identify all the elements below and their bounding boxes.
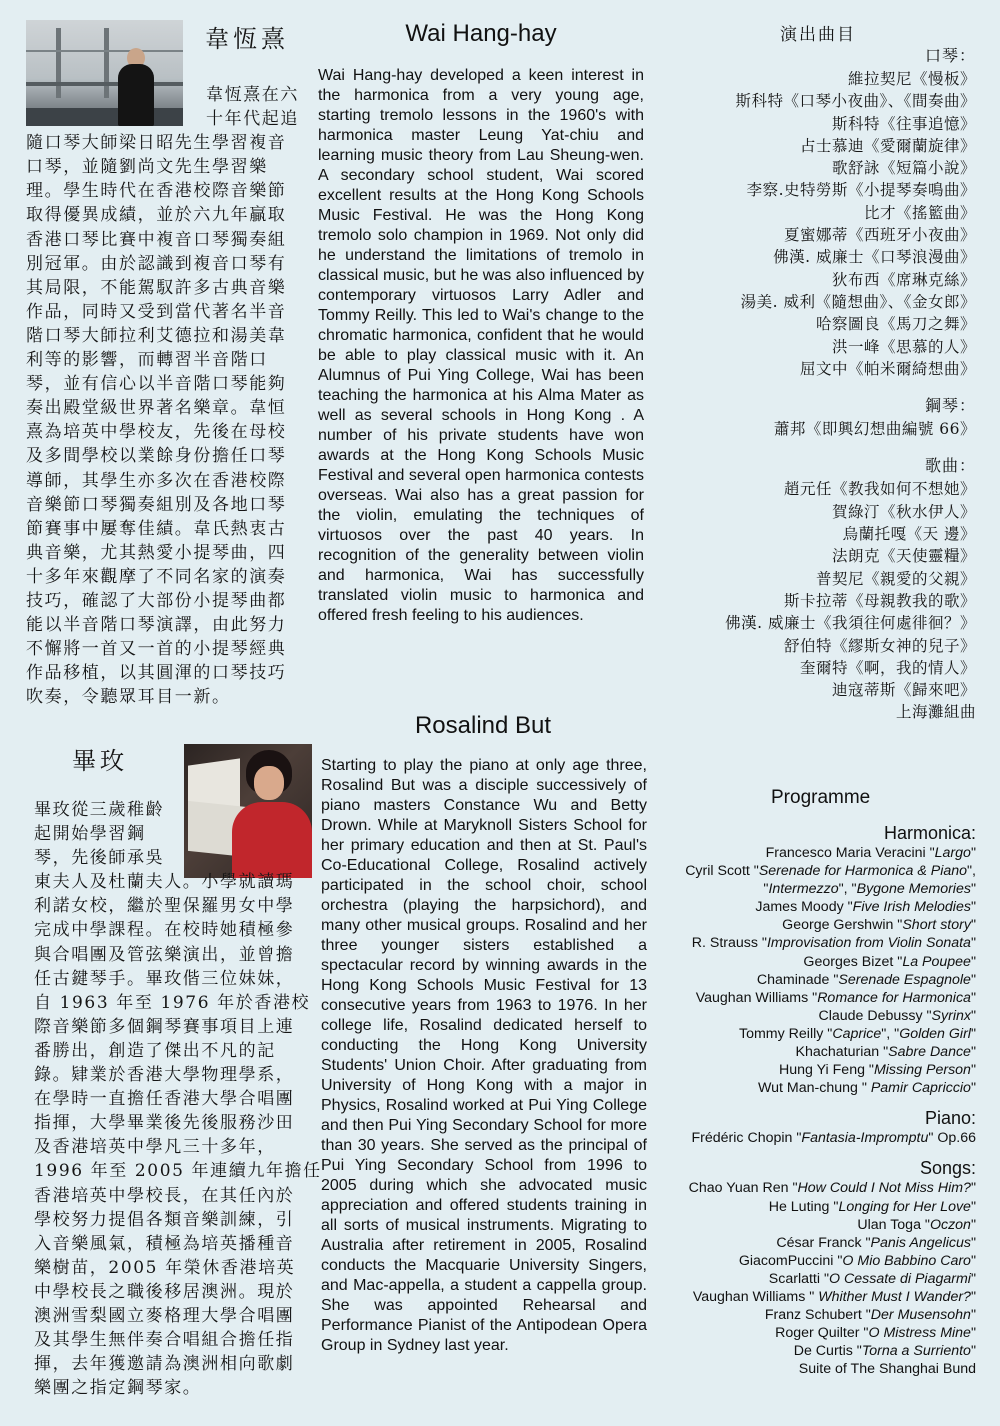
bio-line: 澳洲雪梨國立麥格理大學合唱團 [34,1305,295,1326]
programme-zh-item: 斯卡拉蒂《母親教我的歌》 [783,591,976,610]
programme-en-item [685,1007,976,1025]
programme-text: " [970,1198,976,1215]
programme-text: " [970,1307,976,1324]
bio-line: 十年代起追 [206,109,299,130]
programme-text: " [970,845,976,861]
bio-line: 學校努力提倡各類音樂訓練，引 [34,1209,295,1230]
bio-line: 作品移植，以其圓渾的口琴技巧 [26,663,287,684]
bio-line: 導師，其學生亦多次在香港校際 [26,470,287,491]
programme-text: " [970,953,976,970]
programme-zh-item: 上海灘組曲 [895,703,976,722]
bio-line: 與合唱團及管弦樂演出，並曾擔 [34,944,295,965]
programme-text: Khachaturian " [795,1044,889,1061]
programme-en-item [685,1079,976,1097]
programme-zh-item: 占士慕迪《愛爾蘭旋律》 [799,136,976,155]
programme-work-title: O Mistress Mine [868,1325,971,1342]
bio-line: 香港培英中學校長，在其任內於 [34,1185,295,1206]
programme-work-title: Syrinx [931,1007,971,1024]
programme-zh-item: 洪一峰《思慕的人》 [831,337,976,356]
programme-en-item [685,1342,976,1360]
programme-work-title: O Cessate di Piagarmi [829,1270,971,1287]
programme-work-title: Bygone Memories [856,881,971,898]
programme-text: Chao Yuan Ren " [688,1180,798,1197]
bio-line: 際音樂節多個鋼琴賽事項目上連 [34,1016,295,1037]
programme-work-title: Intermezzo [768,881,839,898]
bio-line: 理。學生時代在香港校際音樂節 [26,181,287,202]
programme-text: " [970,935,976,952]
programme-zh-item: 狄布西《席琳克絲》 [831,270,976,289]
bio-line: 利等的影響，而轉習半音階口 [26,350,268,371]
programme-en-item [685,1252,976,1270]
programme-work-title: Der Musensohn [870,1307,971,1324]
bio-line: 典音樂，尤其熱愛小提琴曲，四 [26,542,287,563]
bio-line: 奏出殿堂級世界著名樂章。韋恒 [26,398,287,419]
programme-work-title: Panis Angelicus [870,1234,971,1251]
programme-text: " [970,881,976,898]
programme-zh-section-heading: 鋼琴： [924,396,976,416]
programme-en-item [685,844,976,862]
programme-text: Chaminade " [756,971,839,988]
programme-en-item [685,971,976,989]
programme-text: " [763,881,769,898]
bio-line: 及其學生無伴奏合唱組合擔任指 [34,1330,295,1351]
programme-work-title: Whither Must I Wander? [818,1288,971,1305]
bio-line: 東夫人及杜蘭夫人。小學就讀瑪 [34,872,295,893]
but-name-zh: 畢玫 [72,747,128,775]
bio-line: 不懈將一首又一首的小提琴經典 [26,639,287,660]
programme-en-item [685,1129,976,1147]
programme-text: " [970,1025,976,1042]
bio-line: 作品，同時又受到當代著名半音 [26,301,287,322]
bio-line: 韋恆熹在六 [206,85,299,105]
bio-line: 吹奏，令聽眾耳目一新。 [26,687,231,708]
programme-text: Franz Schubert " [764,1307,871,1324]
but-bio-zh [34,798,322,1400]
bio-line: 樂樹苗，2005 年榮休香港培英 [34,1257,296,1278]
programme-text: " Op.66 [928,1130,976,1147]
programme-text: " [970,1288,976,1305]
programme-text: R. Strauss " [691,935,767,952]
programme-text: Hung Yi Feng " [779,1062,874,1079]
bio-line: 口琴，並隨劉尚文先生學習樂 [26,157,268,178]
programme-en-item [685,1025,976,1043]
programme-work-title: O Mio Babbino Caro [842,1252,971,1269]
bio-line: 番勝出，創造了傑出不凡的記 [34,1040,276,1061]
programme-work-title: Sabre Dance [888,1044,971,1061]
programme-text: ", " [838,881,857,898]
programme-text: Suite of The Shanghai Bund [798,1361,976,1378]
programme-en-item [685,1288,976,1306]
programme-zh-item: 蕭邦《即興幻想曲編號 66》 [773,420,976,439]
bio-line: 自 1963 年至 1976 年於香港校 [34,992,311,1013]
bio-line: 指揮，大學畢業後先後服務沙田 [34,1113,295,1134]
programme-en-item [685,1360,976,1378]
bio-line: 錄。肄業於香港大學物理學系， [34,1065,295,1086]
bio-line: 隨口琴大師梁日昭先生學習複音 [26,133,287,154]
programme-text: James Moody " [755,899,853,916]
but-bio-en: Starting to play the piano at only age three, Rosalind But was a disciple successively of piano masters Constance Wu and Betty Drown. While at Maryknoll Sisters School for her primary education and then at St. Paul's Co-Educational College, Rosalind actively participated in the school choir, school orchestra (playing the harpsichord), and many other musical groups. Rosalind and her three younger sisters established a spectacular record by winning awards in the Hong Kong Schools Music Festival for 13 consecutive years from 1963 to 1976. In her college life, Rosalind dedicated herself to conducting the Hong Kong University Students' Union Choir. After graduating from University of Hong Kong with a major in Physics, Rosalind worked at Pui Ying College and then Pui Ying Secondary School for more than 30 years. She served as the principal of Pui Ying Secondary School from 1996 to 2005 during which she advocated music appreciation and offered students training in all sorts of musical instruments. Migrating to Australia after retirement in 2005, Rosalind conducts the Macquarie University Singers, and Mac-appella, a student a cappella group. She was appointed Rehearsal and Performance Pianist of the Antipodean Opera Group in Sydney last year. [321,757,647,1354]
bio-line: 入音樂風氣，積極為培英播種音 [34,1233,295,1254]
bio-line: 節賽事中屢奪佳績。韋氏熱衷古 [26,518,287,539]
programme-work-title: Romance for Harmonica [817,989,971,1006]
programme-work-title: Serenade Espagnole [838,971,971,988]
programme-zh-item: 趙元任《教我如何不想她》 [783,480,976,499]
programme-work-title: Oczon [929,1216,971,1233]
programme-text: Ulan Toga " [857,1216,930,1233]
programme-zh-item: 屈文中《帕米爾綺想曲》 [799,359,976,378]
programme-zh-item: 斯科特《往事追憶》 [831,114,976,133]
bio-line: 畢玫從三歲稚齡 [34,800,165,820]
programme-text: Vaughan Williams " [695,989,818,1006]
programme-en-section-heading: Harmonica: [883,823,976,843]
programme-work-title: Five Irish Melodies [852,899,971,916]
programme-text: " [970,1007,976,1024]
bio-line: 完成中學課程。在校時她積極參 [34,920,295,941]
programme-work-title: Serenade for Harmonica & Piano [758,863,968,880]
programme-work-title: Caprice [832,1025,882,1042]
programme-work-title: Golden Girl [899,1025,971,1042]
bio-line: 十多年來觀摩了不同名家的演奏 [26,566,287,587]
programme-en-item [685,1270,976,1288]
programme-text: Tommy Reilly " [739,1025,833,1042]
programme-zh-item: 斯科特《口琴小夜曲》、《間奏曲》 [735,92,976,111]
programme-text: ", [967,863,976,880]
programme-en-item [685,1306,976,1324]
programme-en-item [685,1043,976,1061]
programme-text: Wut Man-chung " [758,1080,871,1097]
bio-line: 及多間學校以業餘身份擔任口琴 [26,446,287,467]
wai-name-zh: 韋恆熹 [205,25,289,53]
programme-en-item [685,953,976,971]
programme-en-item [685,898,976,916]
programme-text: " [970,899,976,916]
bio-line: 起開始學習鋼 [34,824,146,845]
bio-line: 任古鍵琴手。畢玫偕三位妹妹， [34,968,295,989]
programme-text: " [970,971,976,988]
programme-text: Scarlatti " [768,1270,830,1287]
programme-zh-item: 佛漢. 威廉士《我須往何處徘徊？》 [725,614,976,633]
programme-zh-item: 舒伯特《繆斯女神的兒子》 [783,636,976,655]
programme-en-item [685,1198,976,1216]
programme-text: " [970,1270,976,1287]
programme-text: Francesco Maria Veracini " [765,845,935,861]
programme-zh-item: 奎爾特《啊，我的情人》 [799,658,976,677]
programme-zh-item: 迪寇蒂斯《歸來吧》 [831,681,976,700]
programme-text: Vaughan Williams " [692,1288,819,1305]
programme-en-item [685,880,976,898]
bio-line: 及香港培英中學凡三十多年， [34,1137,276,1158]
programme-text: César Franck " [776,1234,871,1251]
programme-text: George Gershwin " [782,917,903,934]
programme-text: " [970,1234,976,1251]
programme-work-title: Fantasia-Impromptu [801,1130,929,1147]
bio-line: 1996 年至 2005 年連續九年擔任 [34,1161,322,1182]
programme-text: " [970,1343,976,1360]
programme-zh-item: 歌舒詠《短篇小說》 [831,159,976,178]
programme-zh-item: 法朗克《天使靈糧》 [831,547,976,566]
programme-zh-section-heading: 歌曲： [924,456,976,476]
programme-text: Roger Quilter " [775,1325,869,1342]
programme-en-section-heading: Piano: [924,1108,976,1129]
programme-text: Claude Debussy " [818,1007,932,1024]
programme-zh-item: 維拉契尼《慢板》 [847,70,976,88]
programme-en-item [685,1234,976,1252]
programme-en-item [685,1179,976,1197]
programme-en-title: Programme [771,787,871,808]
programme-zh-item: 普契尼《親愛的父親》 [815,569,976,588]
programme-text: De Curtis " [793,1343,862,1360]
bio-line: 熹為培英中學校友，先後在母校 [26,422,287,443]
programme-text: " [970,1216,976,1233]
programme-work-title: Short story [902,917,971,934]
programme-work-title: Largo [934,845,971,861]
programme-en-item [685,916,976,934]
programme-text: Cyril Scott " [685,863,759,880]
programme-text: " [970,917,976,934]
bio-line: 琴，並有信心以半音階口琴能夠 [26,374,287,395]
programme-text: " [970,1180,976,1197]
programme-text: " [970,1252,976,1269]
programme-text: " [970,1044,976,1061]
bio-line: 能以半音階口琴演譯，由此努力 [26,615,287,636]
programme-zh-item: 佛漢. 威廉士《口琴浪漫曲》 [773,248,976,267]
programme-en-item [685,1216,976,1234]
bio-line: 中學校長之職後移居澳洲。現於 [34,1281,295,1302]
programme-work-title: Missing Person [873,1062,971,1079]
programme-text: " [970,1325,976,1342]
bio-line: 其局限，不能駕馭許多古典音樂 [26,277,287,298]
programme-text: Georges Bizet " [803,953,903,970]
programme-zh-item: 比才《搖籃曲》 [863,203,976,222]
programme-text: " [970,989,976,1006]
programme-en-item [685,934,976,952]
programme-en-item [685,862,976,880]
bio-line: 別冠軍。由於認識到複音口琴有 [26,253,287,274]
but-name-en: Rosalind But [414,712,552,739]
programme-work-title: Longing for Her Love [838,1198,971,1215]
programme-text: GiacomPuccini " [738,1252,843,1269]
programme-zh-section-heading: 口琴： [924,46,976,65]
programme-zh-item: 賀綠汀《秋水伊人》 [831,502,976,521]
programme-zh-title: 演出曲目 [780,25,856,45]
programme-work-title: Improvisation from Violin Sonata [766,935,971,952]
programme-zh-item: 哈察圖良《馬刀之舞》 [815,315,976,334]
programme-work-title: Pamir Capriccio [870,1080,971,1097]
programme-work-title: How Could I Not Miss Him? [797,1180,971,1197]
programme-text: " [970,1080,976,1097]
programme-text: ", " [881,1025,900,1042]
programme-en-item [685,989,976,1007]
programme-zh-item: 夏蜜娜蒂《西班牙小夜曲》 [783,226,976,245]
bio-line: 在學時一直擔任香港大學合唱團 [34,1089,295,1110]
bio-line: 樂團之指定鋼琴家。 [34,1378,202,1399]
bio-line: 利諾女校，繼於聖保羅男女中學 [34,896,295,917]
programme-en-list [685,822,976,1378]
bio-line: 琴，先後師承吳 [34,848,165,869]
bio-line: 取得優異成績，並於六九年贏取 [26,205,287,226]
programme-zh-item: 烏蘭托嘎《天 邊》 [842,525,976,544]
bio-line: 階口琴大師拉利艾德拉和湯美韋 [26,325,287,346]
programme-text: Frédéric Chopin " [691,1130,802,1147]
programme-en-item [685,1061,976,1079]
programme-text: " [970,1062,976,1079]
programme-zh-item: 李察.史特勞斯《小提琴奏鳴曲》 [746,181,976,200]
wai-bio-en: Wai Hang-hay developed a keen interest in the harmonica from a very young age, starting tremolo lessons in the 1960's with harmonica master Leung Yat-chiu and learning music theory from Lau Sheung-wen. A secondary school student, Wai scored excellent results at the Hong Kong Schools Music Festival. He was the Hong Kong tremolo solo champion in 1969. Not only did he understand the limitations of tremolo in classical music, but he was also influenced by contemporary virtuosos Larry Adler and Tommy Reilly. This led to Wai's change to the chromatic harmonica, confident that he would be able to play classical music with it. An Alumnus of Pui Ying College, Wai has been teaching the harmonica at his Alma Mater as well as several schools in Hong Kong . A number of his private students have won awards at the Hong Kong Schools Music Festival and several open harmonica contests overseas. Wai also has a great passion for the violin, emulating the techniques of virtuosos over the past 40 years. In recognition of the generality between violin and harmonica, Wai has successfully translated violin music to harmonica and offered fresh feeling to his audiences. [318,67,644,624]
programme-en-item [685,1324,976,1342]
wai-name-en: Wai Hang-hay [405,20,557,47]
programme-text: He Luting " [768,1198,839,1215]
wai-bio-zh [26,83,299,709]
bio-line: 音樂節口琴獨奏組別及各地口琴 [26,494,287,515]
bio-line: 香港口琴比賽中複音口琴獨奏組 [26,229,287,250]
programme-work-title: La Poupee [902,953,971,970]
programme-en-section-heading: Songs: [919,1158,976,1179]
programme-zh-list [725,44,976,724]
programme-zh-item: 湯美. 威利《隨想曲》、《金女郎》 [740,292,976,311]
programme-work-title: Torna a Surriento [861,1343,971,1360]
bio-line: 技巧，確認了大部份小提琴曲都 [26,590,287,611]
bio-line: 揮，去年獲邀請為澳洲相向歌劇 [34,1354,295,1375]
